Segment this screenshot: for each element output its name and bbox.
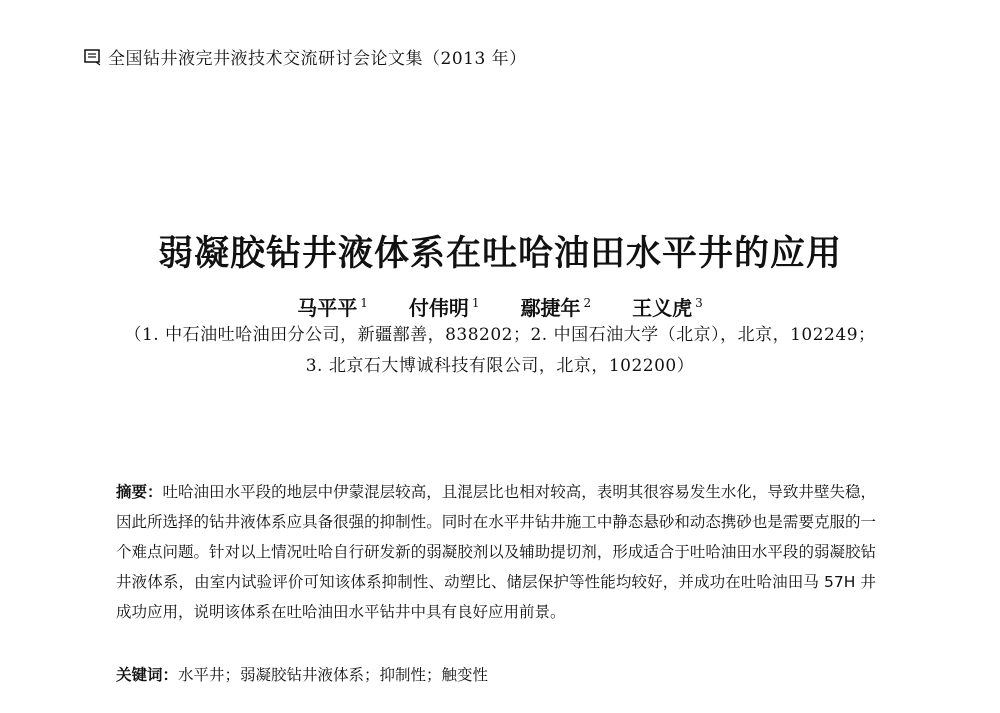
abstract xyxy=(116,477,876,627)
affiliation-line-1: （1. 中石油吐哈油田分公司，新疆鄯善，838202；2. 中国石油大学（北京），北京，102249； xyxy=(124,325,876,345)
author: 付伟明 $^1$ xyxy=(408,296,480,320)
affiliation-line-2: 3. 北京石大博诚科技有限公司，北京，102200） xyxy=(305,356,695,376)
author: 鄢捷年 $^2$ xyxy=(520,296,592,320)
book-icon xyxy=(84,48,102,66)
author: 马平平 $^1$ xyxy=(297,296,368,320)
keywords-text: 水平井；弱凝胶钻井液体系；抑制性；触变性 xyxy=(178,666,489,684)
paper-title: 弱凝胶钻井液体系在吐哈油田水平井的应用 xyxy=(157,233,842,274)
header-text: 全国钻井液完井液技术交流研讨会论文集（2013 年） xyxy=(108,49,527,69)
abstract-label: 摘要： xyxy=(116,483,163,501)
author-list xyxy=(0,292,1000,321)
running-header xyxy=(84,44,527,69)
author: 王义虎 $^3$ xyxy=(632,296,703,320)
keywords xyxy=(116,660,876,690)
keywords-label: 关键词： xyxy=(116,666,179,684)
abstract-text: 吐哈油田水平段的地层中伊蒙混层较高，且混层比也相对较高，表明其很容易发生水化，导致井壁失稳，因此所选择的钻井液体系应具备很强的抑制性。同时在水平井钻井施工中静态悬砂和动态携砂也是需要克服的一个难点问题。针对以上情况吐哈自行研发新的弱凝胶剂以及辅助提切剂，形成适合于吐哈油田水平段的弱凝胶钻井液体系，由室内试验评价可知该体系抑制性、动塑比、储层保护等性能均较好，并成功在吐哈油田马 57H 井成功应用，说明该体系在吐哈油田水平钻井中具有良好应用前景。 xyxy=(116,483,876,621)
